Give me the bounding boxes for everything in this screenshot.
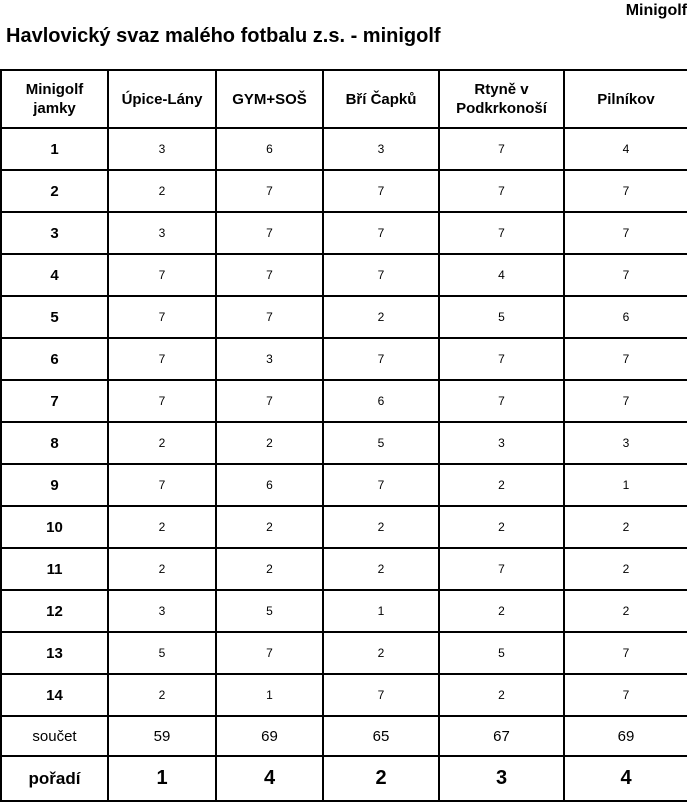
table-row (1, 674, 687, 716)
score-cell: 4 (564, 128, 687, 170)
hole-number: 14 (1, 674, 108, 716)
score-cell: 7 (564, 674, 687, 716)
corner-header-cell (1, 70, 108, 128)
rank-cell: 4 (564, 756, 687, 801)
hole-number: 12 (1, 590, 108, 632)
score-cell: 7 (564, 380, 687, 422)
hole-number: 11 (1, 548, 108, 590)
team-name-line1: Rtyně v (474, 81, 529, 98)
hole-number: 10 (1, 506, 108, 548)
hole-number: 2 (1, 170, 108, 212)
score-cell: 2 (323, 506, 439, 548)
score-cell: 7 (323, 212, 439, 254)
team-name-line1: Bří Čapků (345, 90, 417, 108)
score-cell: 7 (439, 212, 564, 254)
score-cell: 7 (323, 674, 439, 716)
score-cell: 2 (439, 464, 564, 506)
score-cell: 7 (216, 296, 323, 338)
score-cell: 7 (439, 128, 564, 170)
sum-cell: 65 (323, 716, 439, 756)
team-header-gym-sos (216, 70, 323, 128)
corner-label: Minigolf (625, 2, 687, 19)
sum-cell: 69 (216, 716, 323, 756)
table-row (1, 380, 687, 422)
hole-number: 4 (1, 254, 108, 296)
score-cell: 7 (108, 380, 216, 422)
rank-cell: 2 (323, 756, 439, 801)
table-row (1, 128, 687, 170)
hole-number: 9 (1, 464, 108, 506)
table-row (1, 422, 687, 464)
score-cell: 7 (216, 380, 323, 422)
score-cell: 6 (216, 128, 323, 170)
score-cell: 1 (323, 590, 439, 632)
team-name-line1: Úpice-Lány (121, 90, 203, 108)
score-cell: 2 (216, 506, 323, 548)
table-row (1, 590, 687, 632)
score-cell: 5 (323, 422, 439, 464)
sum-cell: 59 (108, 716, 216, 756)
table-row (1, 464, 687, 506)
score-cell: 3 (108, 128, 216, 170)
team-name-line2: Podkrkonoší (456, 100, 547, 117)
score-cell: 1 (216, 674, 323, 716)
score-cell: 7 (108, 338, 216, 380)
score-cell: 7 (564, 338, 687, 380)
score-cell: 1 (564, 464, 687, 506)
score-cell: 2 (108, 170, 216, 212)
score-cell: 5 (439, 632, 564, 674)
corner-header-line1: Minigolf (25, 81, 84, 98)
score-cell: 2 (323, 296, 439, 338)
score-cell: 6 (564, 296, 687, 338)
score-cell: 7 (216, 632, 323, 674)
score-cell: 7 (564, 170, 687, 212)
score-cell: 7 (216, 212, 323, 254)
header-row (1, 70, 687, 128)
score-cell: 3 (439, 422, 564, 464)
score-cell: 7 (323, 338, 439, 380)
results-table (0, 69, 687, 802)
hole-number: 1 (1, 128, 108, 170)
score-cell: 2 (216, 422, 323, 464)
hole-number: 3 (1, 212, 108, 254)
hole-number: 7 (1, 380, 108, 422)
rank-cell: 4 (216, 756, 323, 801)
score-cell: 7 (323, 464, 439, 506)
score-cell: 2 (108, 674, 216, 716)
score-cell: 5 (216, 590, 323, 632)
rank-label: pořadí (1, 756, 108, 801)
hole-number: 13 (1, 632, 108, 674)
score-cell: 7 (564, 254, 687, 296)
score-cell: 2 (439, 590, 564, 632)
score-cell: 2 (108, 506, 216, 548)
team-header-bri-capku (323, 70, 439, 128)
score-cell: 4 (439, 254, 564, 296)
score-cell: 2 (439, 506, 564, 548)
score-cell: 2 (323, 632, 439, 674)
team-name-line1: GYM+SOŠ (232, 90, 307, 108)
score-cell: 7 (564, 632, 687, 674)
score-cell: 7 (439, 380, 564, 422)
table-row (1, 506, 687, 548)
sum-label: součet (1, 716, 108, 756)
table-row (1, 254, 687, 296)
score-cell: 7 (216, 170, 323, 212)
score-cell: 7 (439, 170, 564, 212)
score-cell: 3 (108, 590, 216, 632)
rank-cell: 1 (108, 756, 216, 801)
score-cell: 7 (439, 548, 564, 590)
score-cell: 5 (108, 632, 216, 674)
score-cell: 2 (564, 590, 687, 632)
hole-number: 5 (1, 296, 108, 338)
score-cell: 6 (216, 464, 323, 506)
score-cell: 2 (108, 548, 216, 590)
score-cell: 7 (108, 254, 216, 296)
score-cell: 2 (323, 548, 439, 590)
table-row (1, 212, 687, 254)
score-cell: 7 (323, 170, 439, 212)
score-cell: 7 (108, 296, 216, 338)
score-cell: 7 (108, 464, 216, 506)
score-cell: 3 (108, 212, 216, 254)
score-cell: 2 (439, 674, 564, 716)
score-cell: 3 (564, 422, 687, 464)
hole-number: 6 (1, 338, 108, 380)
score-cell: 7 (564, 212, 687, 254)
score-cell: 3 (216, 338, 323, 380)
sum-cell: 69 (564, 716, 687, 756)
team-header-pilnikov (564, 70, 687, 128)
page-title: Havlovický svaz malého fotbalu z.s. - minigolf (6, 25, 441, 47)
table-row (1, 170, 687, 212)
table-row (1, 296, 687, 338)
score-cell: 5 (439, 296, 564, 338)
corner-header-line2: jamky (33, 100, 76, 117)
score-cell: 2 (564, 506, 687, 548)
score-cell: 7 (216, 254, 323, 296)
score-cell: 3 (323, 128, 439, 170)
sum-row (1, 716, 687, 756)
team-header-upice-lany (108, 70, 216, 128)
score-cell: 2 (216, 548, 323, 590)
table-row (1, 632, 687, 674)
team-header-rtyne-v-podkrkonosi (439, 70, 564, 128)
hole-number: 8 (1, 422, 108, 464)
score-cell: 7 (323, 254, 439, 296)
score-cell: 6 (323, 380, 439, 422)
score-cell: 7 (439, 338, 564, 380)
table-row (1, 338, 687, 380)
team-name-line1: Pilníkov (597, 90, 655, 108)
score-cell: 2 (564, 548, 687, 590)
score-cell: 2 (108, 422, 216, 464)
rank-row (1, 756, 687, 801)
sum-cell: 67 (439, 716, 564, 756)
rank-cell: 3 (439, 756, 564, 801)
table-row (1, 548, 687, 590)
